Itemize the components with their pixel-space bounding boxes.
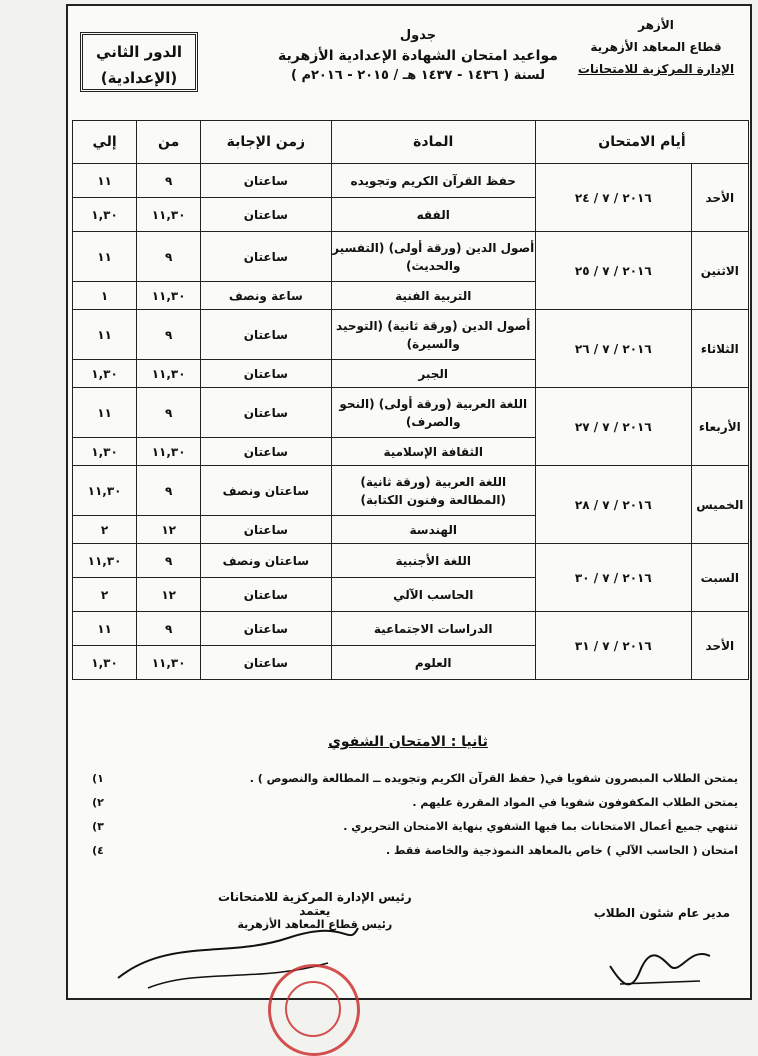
- exam-date: ٢٠١٦ / ٧ / ٢٤: [535, 164, 691, 232]
- header-to: إلي: [73, 121, 137, 164]
- from-time-cell: ٩: [137, 232, 201, 282]
- table-row: [73, 388, 749, 438]
- document-title: [243, 26, 593, 86]
- day-name: الأحد: [691, 612, 748, 680]
- subject-cell: حفظ القرآن الكريم وتجويده: [331, 164, 535, 198]
- duration-cell: ساعتان: [201, 164, 331, 198]
- to-time-cell: ١,٣٠: [73, 646, 137, 680]
- table-row: [73, 612, 749, 646]
- duration-cell: ساعتان ونصف: [201, 544, 331, 578]
- subject-cell: الفقه: [331, 198, 535, 232]
- day-name: الاثنين: [691, 232, 748, 310]
- subject-cell: العلوم: [331, 646, 535, 680]
- duration-cell: ساعتان: [201, 388, 331, 438]
- to-time-cell: ١١: [73, 612, 137, 646]
- table-header-row: [73, 121, 749, 164]
- header-days: أيام الامتحان: [535, 121, 748, 164]
- subject-cell: الدراسات الاجتماعية: [331, 612, 535, 646]
- subject-cell: أصول الدين (ورقة ثانية) (التوحيد والسيرة): [331, 310, 535, 360]
- org-header: [576, 14, 736, 80]
- from-time-cell: ٩: [137, 466, 201, 516]
- oral-item-number: ١): [92, 771, 104, 785]
- to-time-cell: ١١: [73, 310, 137, 360]
- table-row: [73, 164, 749, 198]
- org-line-2: قطاع المعاهد الأزهرية: [590, 40, 722, 54]
- from-time-cell: ٩: [137, 310, 201, 360]
- document-page: [66, 4, 752, 1000]
- to-time-cell: ١١,٣٠: [73, 466, 137, 516]
- exam-date: ٢٠١٦ / ٧ / ٢٧: [535, 388, 691, 466]
- subject-cell: الثقافة الإسلامية: [331, 438, 535, 466]
- table-row: [73, 232, 749, 282]
- oral-title: ثانيا : الامتحان الشفوي: [328, 734, 488, 750]
- table-row: [73, 310, 749, 360]
- from-time-cell: ٩: [137, 544, 201, 578]
- org-line-3: الإدارة المركزية للامتحانات: [577, 62, 735, 76]
- oral-item-text: يمتحن الطلاب المكفوفون شفويا في المواد المقررة عليهم .: [412, 795, 738, 809]
- list-item: [78, 814, 738, 838]
- exam-date: ٢٠١٦ / ٧ / ٢٨: [535, 466, 691, 544]
- title-line-1: جدول: [399, 28, 437, 43]
- duration-cell: ساعتان: [201, 232, 331, 282]
- subject-cell: الهندسة: [331, 516, 535, 544]
- header-duration: زمن الإجابة: [201, 121, 331, 164]
- header-from: من: [137, 121, 201, 164]
- to-time-cell: ١: [73, 282, 137, 310]
- to-time-cell: ١١: [73, 388, 137, 438]
- oral-item-number: ٣): [92, 819, 104, 833]
- header-subject: المادة: [331, 121, 535, 164]
- from-time-cell: ١١,٣٠: [137, 646, 201, 680]
- from-time-cell: ٩: [137, 388, 201, 438]
- from-time-cell: ١٢: [137, 578, 201, 612]
- from-time-cell: ١١,٣٠: [137, 282, 201, 310]
- list-item: [78, 838, 738, 862]
- exam-date: ٢٠١٦ / ٧ / ٣١: [535, 612, 691, 680]
- oral-item-text: تنتهي جميع أعمال الامتحانات بما فيها الشفوي بنهاية الامتحان التحريري .: [343, 819, 738, 833]
- to-time-cell: ٢: [73, 516, 137, 544]
- to-time-cell: ١,٣٠: [73, 198, 137, 232]
- student-affairs-signature: [594, 906, 730, 920]
- exam-date: ٢٠١٦ / ٧ / ٢٦: [535, 310, 691, 388]
- table-row: [73, 544, 749, 578]
- right-signatory-title: مدير عام شئون الطلاب: [593, 906, 730, 920]
- stamp-inner-ring: [285, 981, 341, 1037]
- from-time-cell: ١١,٣٠: [137, 198, 201, 232]
- subject-cell: التربية الفنية: [331, 282, 535, 310]
- duration-cell: ساعتان: [201, 516, 331, 544]
- exam-round-box: [80, 32, 198, 92]
- duration-cell: ساعة ونصف: [201, 282, 331, 310]
- duration-cell: ساعتان: [201, 438, 331, 466]
- to-time-cell: ١١: [73, 164, 137, 198]
- left-signatory-title: رئيس الإدارة المركزية للامتحانات: [218, 890, 412, 904]
- from-time-cell: ٩: [137, 164, 201, 198]
- to-time-cell: ١١: [73, 232, 137, 282]
- oral-item-number: ٤): [92, 843, 104, 857]
- handwritten-signature: [600, 936, 720, 996]
- oral-item-number: ٢): [92, 795, 104, 809]
- duration-cell: ساعتان: [201, 612, 331, 646]
- approved-label: يعتمد: [299, 904, 331, 918]
- official-stamp: [268, 964, 360, 1056]
- from-time-cell: ١١,٣٠: [137, 360, 201, 388]
- schedule-table: [72, 120, 749, 680]
- title-line-2: مواعيد امتحان الشهادة الإعدادية الأزهرية: [278, 48, 558, 64]
- to-time-cell: ١,٣٠: [73, 360, 137, 388]
- to-time-cell: ١١,٣٠: [73, 544, 137, 578]
- duration-cell: ساعتان: [201, 198, 331, 232]
- oral-item-text: يمتحن الطلاب المبصرون شفويا في( حفظ القرآن الكريم وتجويده ــ المطالعة والنصوص ) .: [249, 771, 738, 785]
- day-name: الأربعاء: [691, 388, 748, 466]
- day-name: الخميس: [691, 466, 748, 544]
- subject-cell: أصول الدين (ورقة أولى) (التفسير والحديث): [331, 232, 535, 282]
- exam-date: ٢٠١٦ / ٧ / ٣٠: [535, 544, 691, 612]
- to-time-cell: ٢: [73, 578, 137, 612]
- oral-exam-section: [78, 734, 738, 862]
- exam-date: ٢٠١٦ / ٧ / ٢٥: [535, 232, 691, 310]
- list-item: [78, 766, 738, 790]
- duration-cell: ساعتان: [201, 310, 331, 360]
- to-time-cell: ١,٣٠: [73, 438, 137, 466]
- from-time-cell: ١١,٣٠: [137, 438, 201, 466]
- subject-cell: الجبر: [331, 360, 535, 388]
- day-name: السبت: [691, 544, 748, 612]
- oral-item-text: امتحان ( الحاسب الآلي ) خاص بالمعاهد النموذجية والخاصة فقط .: [385, 843, 738, 857]
- org-line-1: الأزهر: [638, 18, 674, 32]
- duration-cell: ساعتان: [201, 360, 331, 388]
- title-line-3: لسنة ( ١٤٣٦ - ١٤٣٧ هـ / ٢٠١٥ - ٢٠١٦م ): [291, 68, 545, 83]
- duration-cell: ساعتان: [201, 578, 331, 612]
- duration-cell: ساعتان ونصف: [201, 466, 331, 516]
- from-time-cell: ١٢: [137, 516, 201, 544]
- from-time-cell: ٩: [137, 612, 201, 646]
- subject-cell: اللغة العربية (ورقة ثانية) (المطالعة وفنون الكتابة): [331, 466, 535, 516]
- list-item: [78, 790, 738, 814]
- day-name: الثلاثاء: [691, 310, 748, 388]
- subject-cell: اللغة العربية (ورقة أولى) (النحو والصرف): [331, 388, 535, 438]
- left-signatory-sub: رئيس قطاع المعاهد الأزهرية: [237, 918, 393, 931]
- day-name: الأحد: [691, 164, 748, 232]
- round-line-1: الدور الثاني: [96, 43, 182, 61]
- duration-cell: ساعتان: [201, 646, 331, 680]
- round-line-2: (الإعدادية): [100, 69, 178, 87]
- table-row: [73, 466, 749, 516]
- subject-cell: الحاسب الآلي: [331, 578, 535, 612]
- subject-cell: اللغة الأجنبية: [331, 544, 535, 578]
